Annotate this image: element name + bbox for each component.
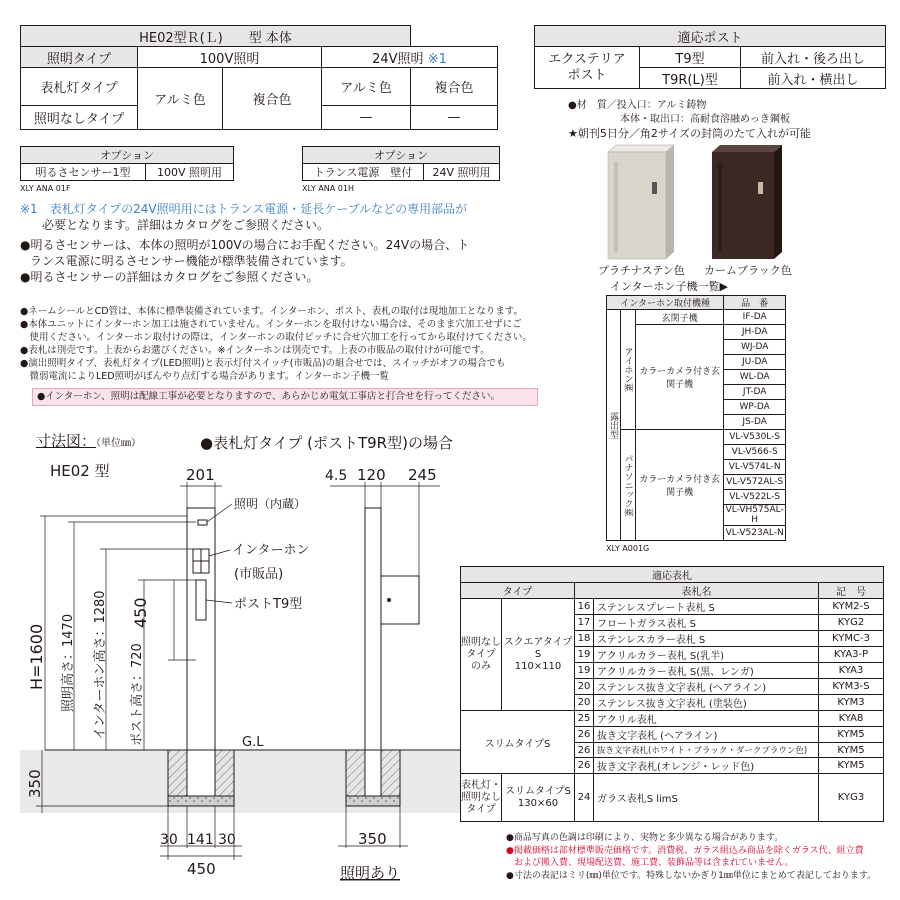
- dim-141: 141: [187, 832, 214, 848]
- dim-201: 201: [186, 466, 215, 484]
- bottom-note-3: ●寸法の表記はミリ(㎜)単位です。特殊しないかぎり1㎜単位にまとめて表記しております。: [506, 870, 877, 881]
- post-model-2: T9R(L)型: [640, 68, 741, 89]
- group2-type: スリムタイプS: [461, 711, 575, 774]
- row-no: 20: [575, 679, 594, 695]
- row-no: 26: [575, 727, 594, 743]
- intercom-item: JU-DA: [724, 355, 786, 370]
- exposed-label: 露出型: [607, 310, 621, 541]
- row-code: KYMC-3: [819, 631, 884, 647]
- entrance-label: 玄関子機: [636, 310, 724, 325]
- fine-note: 微弱電流によりLED照明がぼんやり点灯する場合があります。インターホン子機一覧: [20, 371, 389, 382]
- drawing-title-text: 寸法図：: [36, 432, 97, 450]
- notes-block: [20, 201, 520, 285]
- nameplate-table-title: 適応表札: [461, 567, 884, 583]
- dim-450-bottom: 450: [187, 860, 216, 878]
- group3-sub: スリムタイプS 130×60: [502, 774, 575, 822]
- lighting-type-label: 照明タイプ: [21, 47, 138, 68]
- bottom-notes: [506, 832, 896, 882]
- row-name: ステンレス抜き文字表札 (塗装色): [594, 695, 819, 711]
- gl-label: G.L: [242, 735, 264, 750]
- row-name: ステンレスプレート表札 S: [594, 599, 819, 615]
- wiring-warning: ●インターホン、照明は配線工事が必要となりますので、あらかじめ電気工事店と打合せを行ってください。: [32, 388, 538, 406]
- group3-type: 表札灯・ 照明なし タイプ: [461, 774, 502, 822]
- post-callout: ポストT9型: [234, 597, 303, 612]
- option2-code: XLY ANA 01H: [302, 184, 354, 193]
- note-1b: 必要となります。詳細はカタログをご参照ください。: [42, 218, 330, 232]
- row-name: ステンレス抜き文字表札 (ヘアライン): [594, 679, 819, 695]
- intercom-item: WJ-DA: [724, 340, 786, 355]
- row-name: 抜き文字表札 (ヘアライン): [594, 727, 819, 743]
- row-code: KYG3: [819, 774, 884, 822]
- option1-code: XLY ANA 01F: [20, 184, 71, 193]
- post-note-2: 本体・取出口：高耐食溶融めっき鋼板: [620, 114, 790, 125]
- option-table-2: [302, 146, 500, 181]
- intercom-title: インターホン子機一覧▶: [610, 280, 729, 293]
- note-2b: ランス電源に明るさセンサー機能が標準装備されています。: [30, 254, 353, 268]
- row-name: アクリルカラー表札 S(黒、レンガ): [594, 663, 819, 679]
- group1-sub: スクエアタイプS 110×110: [502, 599, 575, 711]
- row-no: 17: [575, 615, 594, 631]
- row-no: 16: [575, 599, 594, 615]
- row-no: 26: [575, 743, 594, 758]
- fine-note: ●本体ユニットにインターホン加工は施されていません。インターホンを取付けない場合は、そのまま穴加工せずにご: [20, 319, 522, 330]
- intercom-item: JH-DA: [724, 325, 786, 340]
- row-no: 19: [575, 647, 594, 663]
- bottom-note-2b: および搬入費、現場配送費、施工費、装飾品等は含まれていません。: [514, 858, 794, 868]
- row-name: ステンレスカラー表札 S: [594, 631, 819, 647]
- nameplate-table: [460, 566, 884, 822]
- row-no: 24: [575, 774, 594, 822]
- option1-value: 100V 照明用: [146, 164, 234, 181]
- row-no: 20: [575, 695, 594, 711]
- platinum-post-image: [608, 145, 674, 259]
- row-name: アクリルカラー表札 S(乳半): [594, 647, 819, 663]
- fine-note: 使用ください。インターホン取付けの際は、インターホンの取付ピッチに合せ穴加工を行ってから取付けてください。: [20, 332, 532, 343]
- black-caption: カームブラック色: [704, 264, 792, 277]
- dim-450-vertical: 450: [131, 597, 150, 628]
- side-post: [381, 576, 419, 624]
- option2-name: トランス電源 壁付: [303, 164, 424, 181]
- note-1a-text: ※1 表札灯タイプの24V照明用にはトランス電源・延長ケーブルなどの専用部品が: [20, 202, 468, 216]
- row-no: 25: [575, 711, 594, 727]
- row-no: 19: [575, 663, 594, 679]
- post-slot: [196, 580, 206, 620]
- row-code: KYM5: [819, 758, 884, 774]
- intercom-code: XLY A001G: [606, 544, 650, 553]
- intercom-item: VL-V566-S: [724, 445, 786, 460]
- v24-header: [322, 47, 498, 68]
- row-name: ガラス表札S limS: [594, 774, 819, 822]
- option-table-1: [20, 146, 234, 181]
- row-code: KYM3-S: [819, 679, 884, 695]
- post-material-notes: [568, 99, 811, 141]
- post-note-1: ●材 質／投入口：アルミ鋳物: [568, 100, 707, 111]
- dim-30-left: 30: [160, 832, 178, 848]
- row-name: 抜き文字表札(オレンジ・レッド色): [594, 758, 819, 774]
- v24-note-mark: ※1: [427, 51, 447, 67]
- post-model-1: T9型: [640, 47, 741, 68]
- alu2-cell: アルミ色: [322, 68, 411, 106]
- fine-notes: [20, 305, 540, 383]
- dim-h1280: インターホン高さ：1280: [93, 590, 108, 740]
- intercom-table: [606, 295, 786, 541]
- intercom-item: VL-V530L-S: [724, 430, 786, 445]
- option1-title: オプション: [21, 147, 234, 164]
- dim-350-bottom: 350: [358, 830, 387, 848]
- v100-header: 100V照明: [138, 47, 322, 68]
- intercom-item: VL-V574L-N: [724, 460, 786, 475]
- post-table: [534, 25, 886, 89]
- intercom-callout: インターホン: [232, 543, 310, 558]
- fine-note: ●演出照明タイプ、表札灯タイプ(LED照明)と表示灯付スイッチ(市販品)の組合せでは、スイッチがオフの場合でも: [20, 358, 506, 369]
- intercom-item: JS-DA: [724, 415, 786, 430]
- row-code: KYA3: [819, 663, 884, 679]
- no-light-type-label: 照明なしタイプ: [21, 106, 138, 130]
- black-post-image: [712, 145, 782, 259]
- row-code: KYG2: [819, 615, 884, 631]
- dimension-drawing: [20, 460, 460, 890]
- nameplate-h-type: タイプ: [461, 583, 575, 599]
- intercom-item: IF-DA: [724, 310, 786, 325]
- dim-4-5: 4.5: [325, 468, 348, 484]
- aiphone-label: アイホン㈱: [621, 310, 636, 430]
- light-callout: 照明（内蔵）: [234, 497, 307, 511]
- note-3: ●明るさセンサーの詳細はカタログをご参照ください。: [20, 270, 319, 284]
- intercom-item: VL-V572AL-S: [724, 475, 786, 490]
- option1-name: 明るさセンサー1型: [21, 164, 146, 181]
- intercom-item: JT-DA: [724, 385, 786, 400]
- dim-30-right: 30: [218, 832, 236, 848]
- post-label: エクステリア ポスト: [535, 47, 640, 89]
- main-table-title: HE02型Ｒ(Ｌ) 型 本体: [21, 26, 411, 47]
- row-code: KYM5: [819, 727, 884, 743]
- dash-cell-2: —: [411, 106, 498, 130]
- alu-cell: アルミ色: [138, 68, 223, 130]
- intercom-h1: インターホン取付機種: [607, 296, 724, 310]
- v24-label: 24V照明: [372, 51, 424, 67]
- post-table-title: 適応ポスト: [535, 26, 886, 47]
- intercom-callout-sub: (市販品): [234, 567, 284, 582]
- intercom-item: VL-VH575AL-H: [725, 505, 784, 525]
- row-no: 26: [575, 758, 594, 774]
- with-light-label: 照明あり: [340, 864, 401, 882]
- group1-type: 照明なし タイプ のみ: [461, 599, 502, 711]
- front-view: [168, 508, 234, 806]
- nameplate-type-label: 表札灯タイプ: [21, 68, 138, 106]
- bottom-note-2a: ●掲載価格は部材標準販売価格です。消費税、ガラス組込み商品を除くガラス代、組立費: [506, 845, 864, 856]
- dim-h720: ポスト高さ：720: [130, 643, 145, 746]
- aiphone-camera-label: カラーカメラ付き玄関子機: [636, 325, 724, 430]
- row-name: アクリル表札: [594, 711, 819, 727]
- composite2-cell: 複合色: [411, 68, 498, 106]
- option2-value: 24V 照明用: [424, 164, 500, 181]
- fine-note: ●ネームシールとCD管は、本体に標準装備されています。インターホン、ポスト、表札の取付は現地加工となります。: [20, 306, 524, 317]
- option2-title: オプション: [303, 147, 500, 164]
- intercom-item: WP-DA: [724, 400, 786, 415]
- dim-120: 120: [357, 466, 386, 484]
- dim-350-vertical: 350: [26, 769, 44, 798]
- drawing-title: [36, 430, 141, 451]
- intercom-item: VL-V523AL-N: [724, 526, 786, 541]
- nameplate-h-code: 記 号: [819, 583, 884, 599]
- intercom-item: VL-V522L-S: [724, 490, 786, 505]
- bottom-note-1: ●商品写真の色調は印刷により、実物と多少異なる場合があります。: [506, 833, 784, 843]
- fine-note: ●表札は別売です。上表からお選びください。※インターホンは別売です。上表の市販品の取付けが可能です。: [20, 345, 490, 356]
- dim-245: 245: [408, 466, 437, 484]
- case-title: ●表札灯タイプ (ポストT9R型)の場合: [200, 434, 453, 452]
- main-spec-table: [20, 25, 498, 130]
- panasonic-label: パナソニック㈱: [621, 430, 636, 541]
- row-no: 18: [575, 631, 594, 647]
- note-1a: [20, 201, 520, 217]
- nameplate-h-name: 表札名: [575, 583, 819, 599]
- platinum-caption: プラチナステン色: [598, 264, 685, 277]
- row-code: KYM3: [819, 695, 884, 711]
- post-note-3: ★朝刊5日分／角2サイズの封筒のたて入れが可能: [568, 127, 811, 140]
- dim-h1600: H=1600: [27, 623, 46, 690]
- dim-h1470: 照明高さ：1470: [61, 613, 76, 712]
- row-code: KYA8: [819, 711, 884, 727]
- row-code: KYM5: [819, 743, 884, 758]
- dash-cell-1: —: [322, 106, 411, 130]
- post-images: [594, 142, 804, 260]
- post-desc-2: 前入れ・横出し: [741, 68, 886, 89]
- intercom-h2: 品 番: [724, 296, 786, 310]
- composite-cell: 複合色: [223, 68, 322, 130]
- row-name: 抜き文字表札(ホワイト・ブラック・ダークブラウン色): [594, 743, 819, 758]
- intercom-item: WL-DA: [724, 370, 786, 385]
- model-label: HE02 型: [50, 462, 110, 480]
- drawing-unit: （単位㎜）: [96, 438, 142, 449]
- row-code: KYM2-S: [819, 599, 884, 615]
- note-2a: ●明るさセンサーは、本体の照明が100Vの場合にお手配ください。24Vの場合、ト: [20, 238, 470, 252]
- post-desc-1: 前入れ・後ろ出し: [741, 47, 886, 68]
- panasonic-camera-label: カラーカメラ付き玄関子機: [636, 430, 724, 541]
- row-name: フロートガラス表札 S: [594, 615, 819, 631]
- row-code: KYA3-P: [819, 647, 884, 663]
